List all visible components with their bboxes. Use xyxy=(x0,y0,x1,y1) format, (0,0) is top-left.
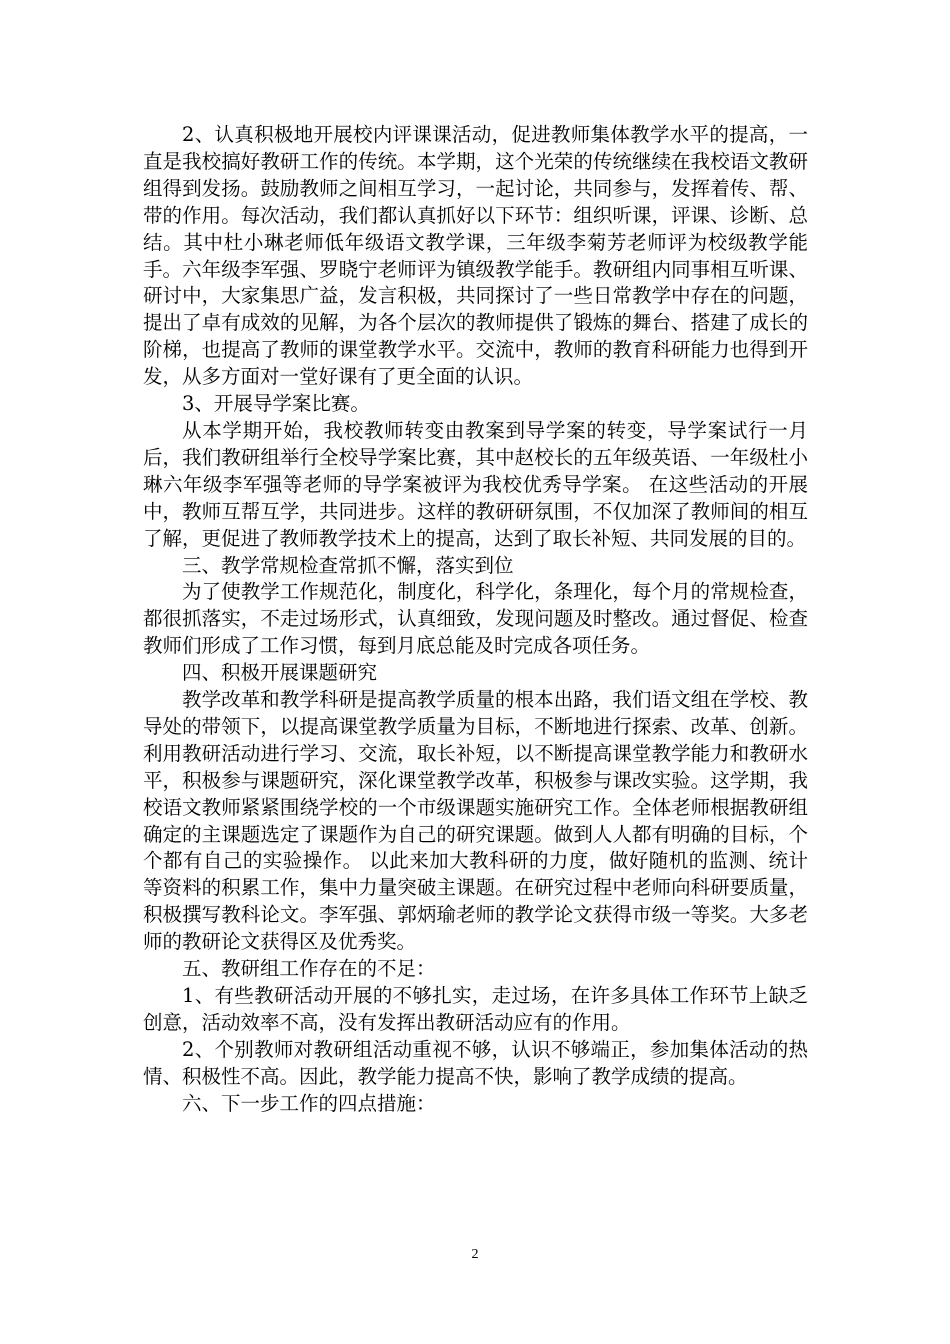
paragraph-heading-study-plan-contest: 3、开展导学案比赛。 xyxy=(182,392,370,416)
paragraph-shortcoming-1: 1、有些教研活动开展的不够扎实，走过场，在许多具体工作环节上缺乏创意，活动效率不高，没有发挥出教研活动应有的作用。 xyxy=(143,984,808,1034)
page-number: 2 xyxy=(471,1247,479,1262)
paragraph-evaluation-activities: 2、认真积极地开展校内评课课活动，促进教师集体教学水平的提高，一直是我校搞好教研工作的传统。本学期，这个光荣的传统继续在我校语文教研组得到发扬。鼓励教师之间相互学习，一起讨论，共同参与，发挥着传、帮、带的作用。每次活动，我们都认真抓好以下环节：组织听课，评课、诊断、总结。其中杜小琳老师低年级语文教学课，三年级李菊芳老师评为校级教学能手。六年级李军强、罗晓宁老师评为镇级教学能手。教研组内同事相互听课、研讨中，大家集思广益，发言积极，共同探讨了一些日常教学中存在的问题，提出了卓有成效的见解，为各个层次的教师提供了锻炼的舞台、搭建了成长的阶梯，也提高了教师的课堂教学水平。交流中，教师的教育科研能力也得到开发，从多方面对一堂好课有了更全面的认识。 xyxy=(143,123,808,389)
body-text xyxy=(143,122,808,1118)
paragraph-study-plan-contest: 从本学期开始，我校教师转变由教案到导学案的转变，导学案试行一月后，我们教研组举行全校导学案比赛，其中赵校长的五年级英语、一年级杜小琳六年级李军强等老师的导学案被评为我校优秀导学案。 在这些活动的开展中，教师互帮互学，共同进步。这样的教研研氛围，不仅加深了教师间的相互了解，更促进了教师教学技术上的提高，达到了取长补短、共同发展的目的。 xyxy=(143,418,808,550)
paragraph-shortcoming-2: 2、个别教师对教研组活动重视不够，认识不够端正，参加集体活动的热情、积极性不高。因此，教学能力提高不快，影响了教学成绩的提高。 xyxy=(143,1037,808,1088)
section-heading-next-steps: 六、下一步工作的四点措施： xyxy=(182,1091,436,1115)
section-heading-research-topics: 四、积极开展课题研究 xyxy=(182,661,378,685)
section-heading-routine-checks: 三、教学常规检查常抓不懈，落实到位 xyxy=(182,553,514,577)
paragraph-routine-checks: 为了使教学工作规范化，制度化，科学化，条理化，每个月的常规检查，都很抓落实，不走过场形式，认真细致，发现问题及时整改。通过督促、检查教师们形成了工作习惯，每到月底总能及时完成各项任务。 xyxy=(143,580,808,658)
section-heading-shortcomings: 五、教研组工作存在的不足： xyxy=(182,957,436,981)
paragraph-research-topics: 教学改革和教学科研是提高教学质量的根本出路，我们语文组在学校、教导处的带领下，以提高课堂教学质量为目标，不断地进行探索、改革、创新。利用教研活动进行学习、交流，取长补短，以不断提高课堂教学能力和教研水平，积极参与课题研究，深化课堂教学改革，积极参与课改实验。这学期，我校语文教师紧紧围绕学校的一个市级课题实施研究工作。全体老师根据教研组确定的主课题选定了课题作为自己的研究课题。做到人人都有明确的目标，个个都有自己的实验操作。 以此来加大教科研的力度，做好随机的监测、统计等资料的积累工作，集中力量突破主课题。在研究过程中老师向科研要质量，积极撰写教科论文。李军强、郭炳瑜老师的教学论文获得市级一等奖。大多老师的教研论文获得区及优秀奖。 xyxy=(143,688,808,954)
